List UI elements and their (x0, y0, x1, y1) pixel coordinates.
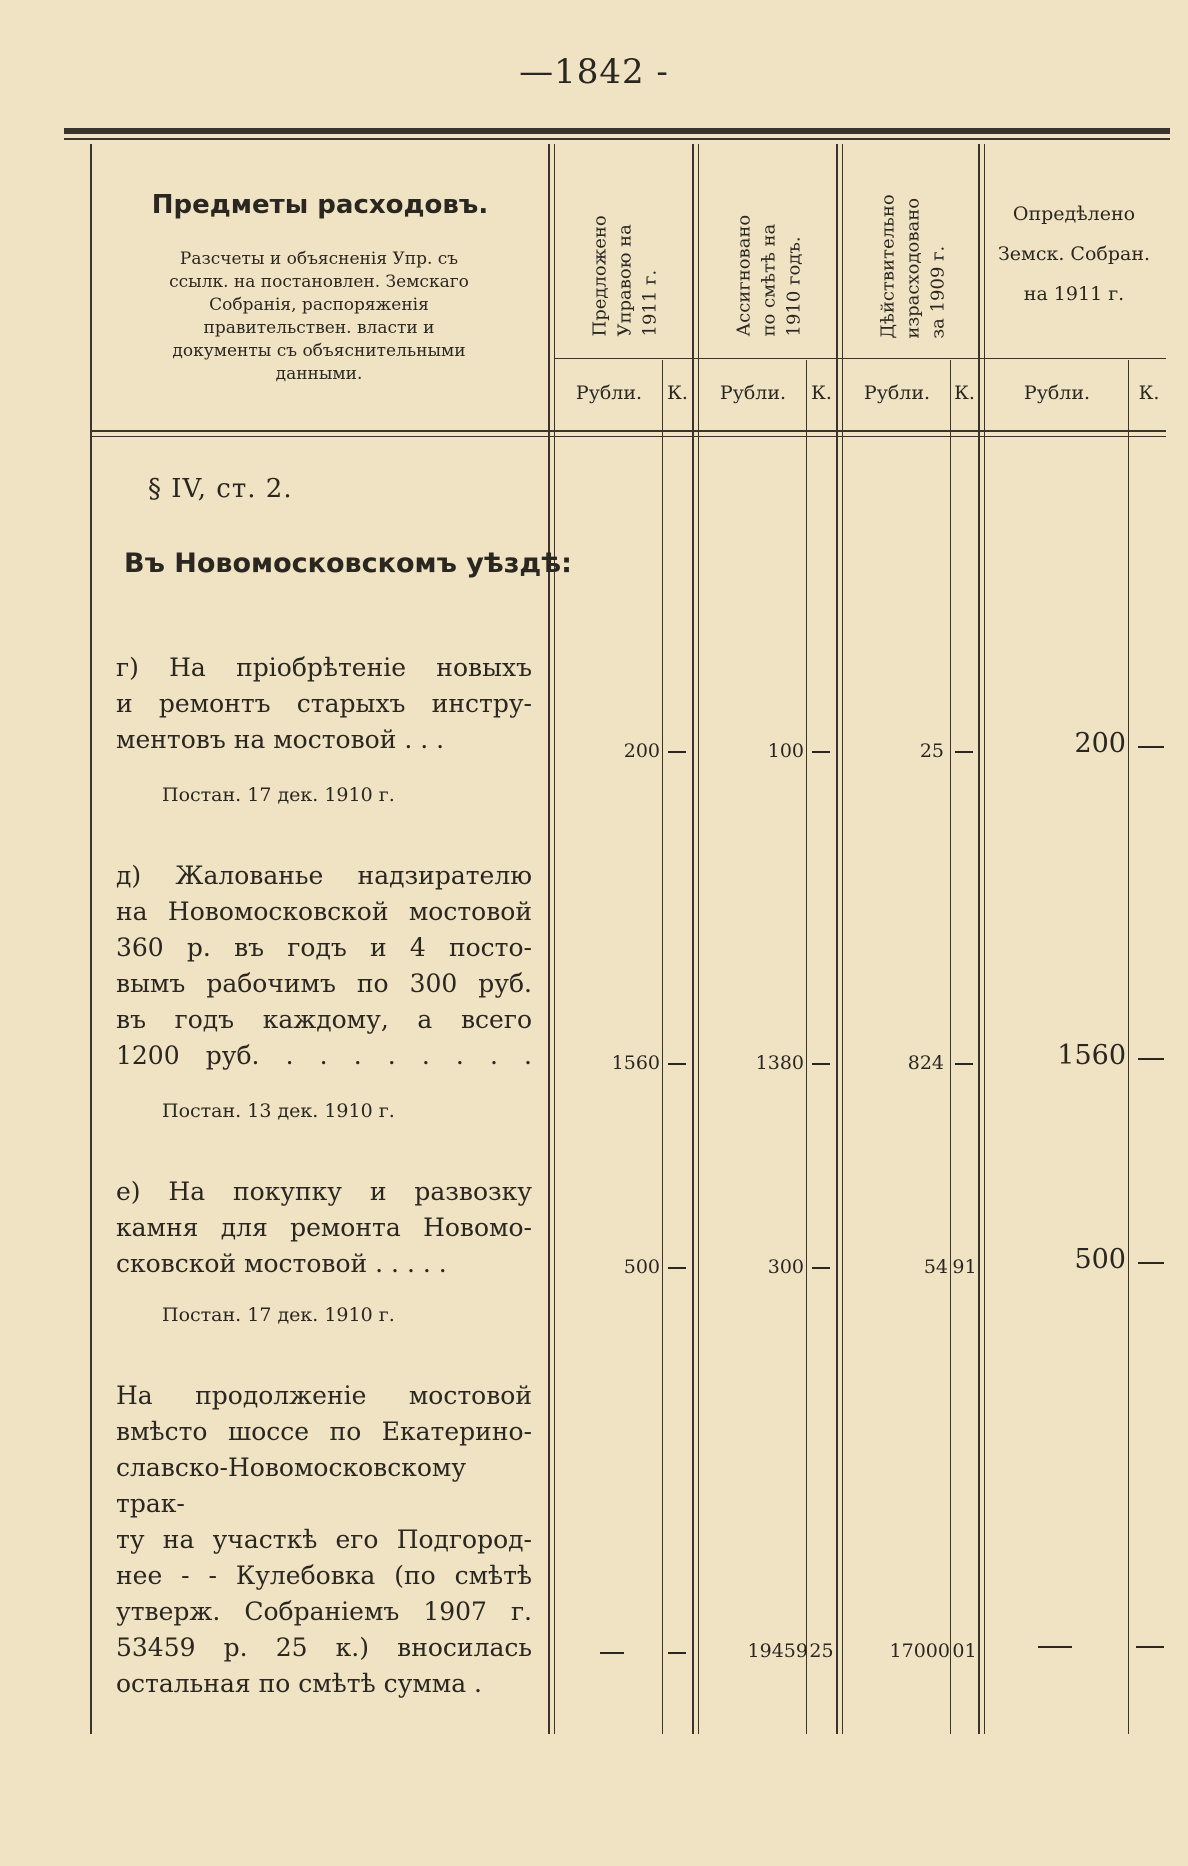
item-e-determined: 500 (1074, 1244, 1126, 1275)
unit-kop-4: К. (1138, 382, 1160, 404)
item-d-proposed: 1560 (611, 1052, 660, 1074)
item-e-actual: 54 (923, 1256, 948, 1278)
item-paving-determined-kop-dash (1136, 1646, 1164, 1648)
item-d-actual: 824 (907, 1052, 944, 1074)
unit-rub-3: Рубли. (863, 382, 931, 404)
page-number: —1842 - (519, 52, 669, 92)
item-g-proposed-kop-dash (668, 751, 686, 753)
unit-rub-2: Рубли. (719, 382, 787, 404)
kop-line-1 (662, 360, 663, 1734)
item-paving-proposed-kop-dash (668, 1652, 686, 1654)
unit-rub-1: Рубли. (575, 382, 643, 404)
unit-row-line (554, 358, 1166, 359)
header-actual: Дѣйствительно израсходовано за 1909 г. (877, 193, 949, 339)
top-rule (64, 128, 1170, 134)
item-e-assigned: 300 (767, 1256, 804, 1278)
header-bottom-line (92, 430, 1166, 432)
item-e-assigned-kop-dash (812, 1267, 830, 1269)
kop-line-4 (1128, 360, 1129, 1734)
col-line-4b (984, 144, 985, 1734)
item-paving-actual: 17000 (889, 1640, 950, 1662)
item-d-proposed-kop-dash (668, 1063, 686, 1065)
col-line-3 (836, 144, 838, 1734)
col-line-1b (554, 144, 555, 1734)
item-g-actual: 25 (919, 740, 944, 762)
header-determined: Опредѣлено Земск. Собран. на 1911 г. (997, 203, 1151, 305)
col-line-3b (842, 144, 843, 1734)
item-e-actual-kop: 91 (952, 1256, 977, 1278)
col-line-2 (692, 144, 694, 1734)
unit-kop-1: К. (667, 382, 688, 404)
item-d-ref: Постан. 13 дек. 1910 г. (162, 1100, 395, 1122)
item-d-determined: 1560 (1057, 1040, 1126, 1071)
col-line-2b (698, 144, 699, 1734)
item-paving-assigned-kop: 25 (809, 1640, 834, 1662)
district-heading: Въ Новомосковскомъ уѣздѣ: (124, 548, 572, 579)
item-g-ref: Постан. 17 дек. 1910 г. (162, 784, 395, 806)
item-d-assigned-kop-dash (812, 1063, 830, 1065)
item-g-determined: 200 (1074, 728, 1126, 759)
item-paving-text: На продолженіе мостовой вмѣсто шоссе по Екатерино- славско-Новомосковскому трак- ту на участкѣ его Подгород- нее - - Кулебовка (по смѣтѣ утверж. Собраніемъ 1907 г. 53459 р. 25 к.) вносилась остальная по смѣтѣ сумма . (116, 1381, 532, 1698)
item-g-proposed: 200 (623, 740, 660, 762)
top-rule-thin (64, 138, 1170, 140)
item-e-determined-kop-dash (1138, 1262, 1164, 1264)
item-paving-actual-kop: 01 (952, 1640, 977, 1662)
item-e-text: е) На покупку и развозку камня для ремонта Новомо- сковской мостовой . . . . . (116, 1177, 532, 1278)
unit-kop-2: К. (811, 382, 832, 404)
item-paving-assigned: 19459 (747, 1640, 808, 1662)
item-g-assigned: 100 (767, 740, 804, 762)
col-line-4 (978, 144, 980, 1734)
header-subtitle: Разсчеты и объясненія Упр. съ ссылк. на постановлен. Земскаго Собранія, распоряженія правительствен. власти и документы съ объяснительными данными. (169, 249, 469, 384)
item-e-proposed: 500 (623, 1256, 660, 1278)
unit-rub-4: Рубли. (1023, 382, 1091, 404)
col-line-1 (548, 144, 550, 1734)
col-line-left (90, 144, 92, 1734)
item-paving-determined-dash (1038, 1646, 1072, 1648)
unit-kop-3: К. (954, 382, 975, 404)
header-bottom-line-2 (92, 436, 1166, 437)
item-g-actual-kop-dash (955, 751, 973, 753)
item-d-text: д) Жалованье надзирателю на Новомосковской мостовой 360 р. въ годъ и 4 посто- вымъ рабочимъ по 300 руб. въ годъ каждому, а всего 1200 руб. . . . . . . . . (116, 861, 532, 1070)
section-heading: § IV, ст. 2. (148, 474, 293, 504)
item-g-text: г) На пріобрѣтеніе новыхъ и ремонтъ старыхъ инстру- ментовъ на мостовой . . . (116, 653, 532, 754)
header-assigned: Ассигновано по смѣтѣ на 1910 годъ. (733, 214, 805, 336)
item-d-determined-kop-dash (1138, 1058, 1164, 1060)
item-g-assigned-kop-dash (812, 751, 830, 753)
item-paving-proposed-dash (600, 1652, 624, 1654)
item-g-determined-kop-dash (1138, 746, 1164, 748)
kop-line-3 (950, 360, 951, 1734)
item-d-actual-kop-dash (955, 1063, 973, 1065)
item-e-proposed-kop-dash (668, 1267, 686, 1269)
header-proposed: Предложено Управою на 1911 г. (589, 214, 661, 336)
item-e-ref: Постан. 17 дек. 1910 г. (162, 1304, 395, 1326)
item-d-assigned: 1380 (755, 1052, 804, 1074)
kop-line-2 (806, 360, 807, 1734)
header-title: Предметы расходовъ. (151, 190, 489, 220)
